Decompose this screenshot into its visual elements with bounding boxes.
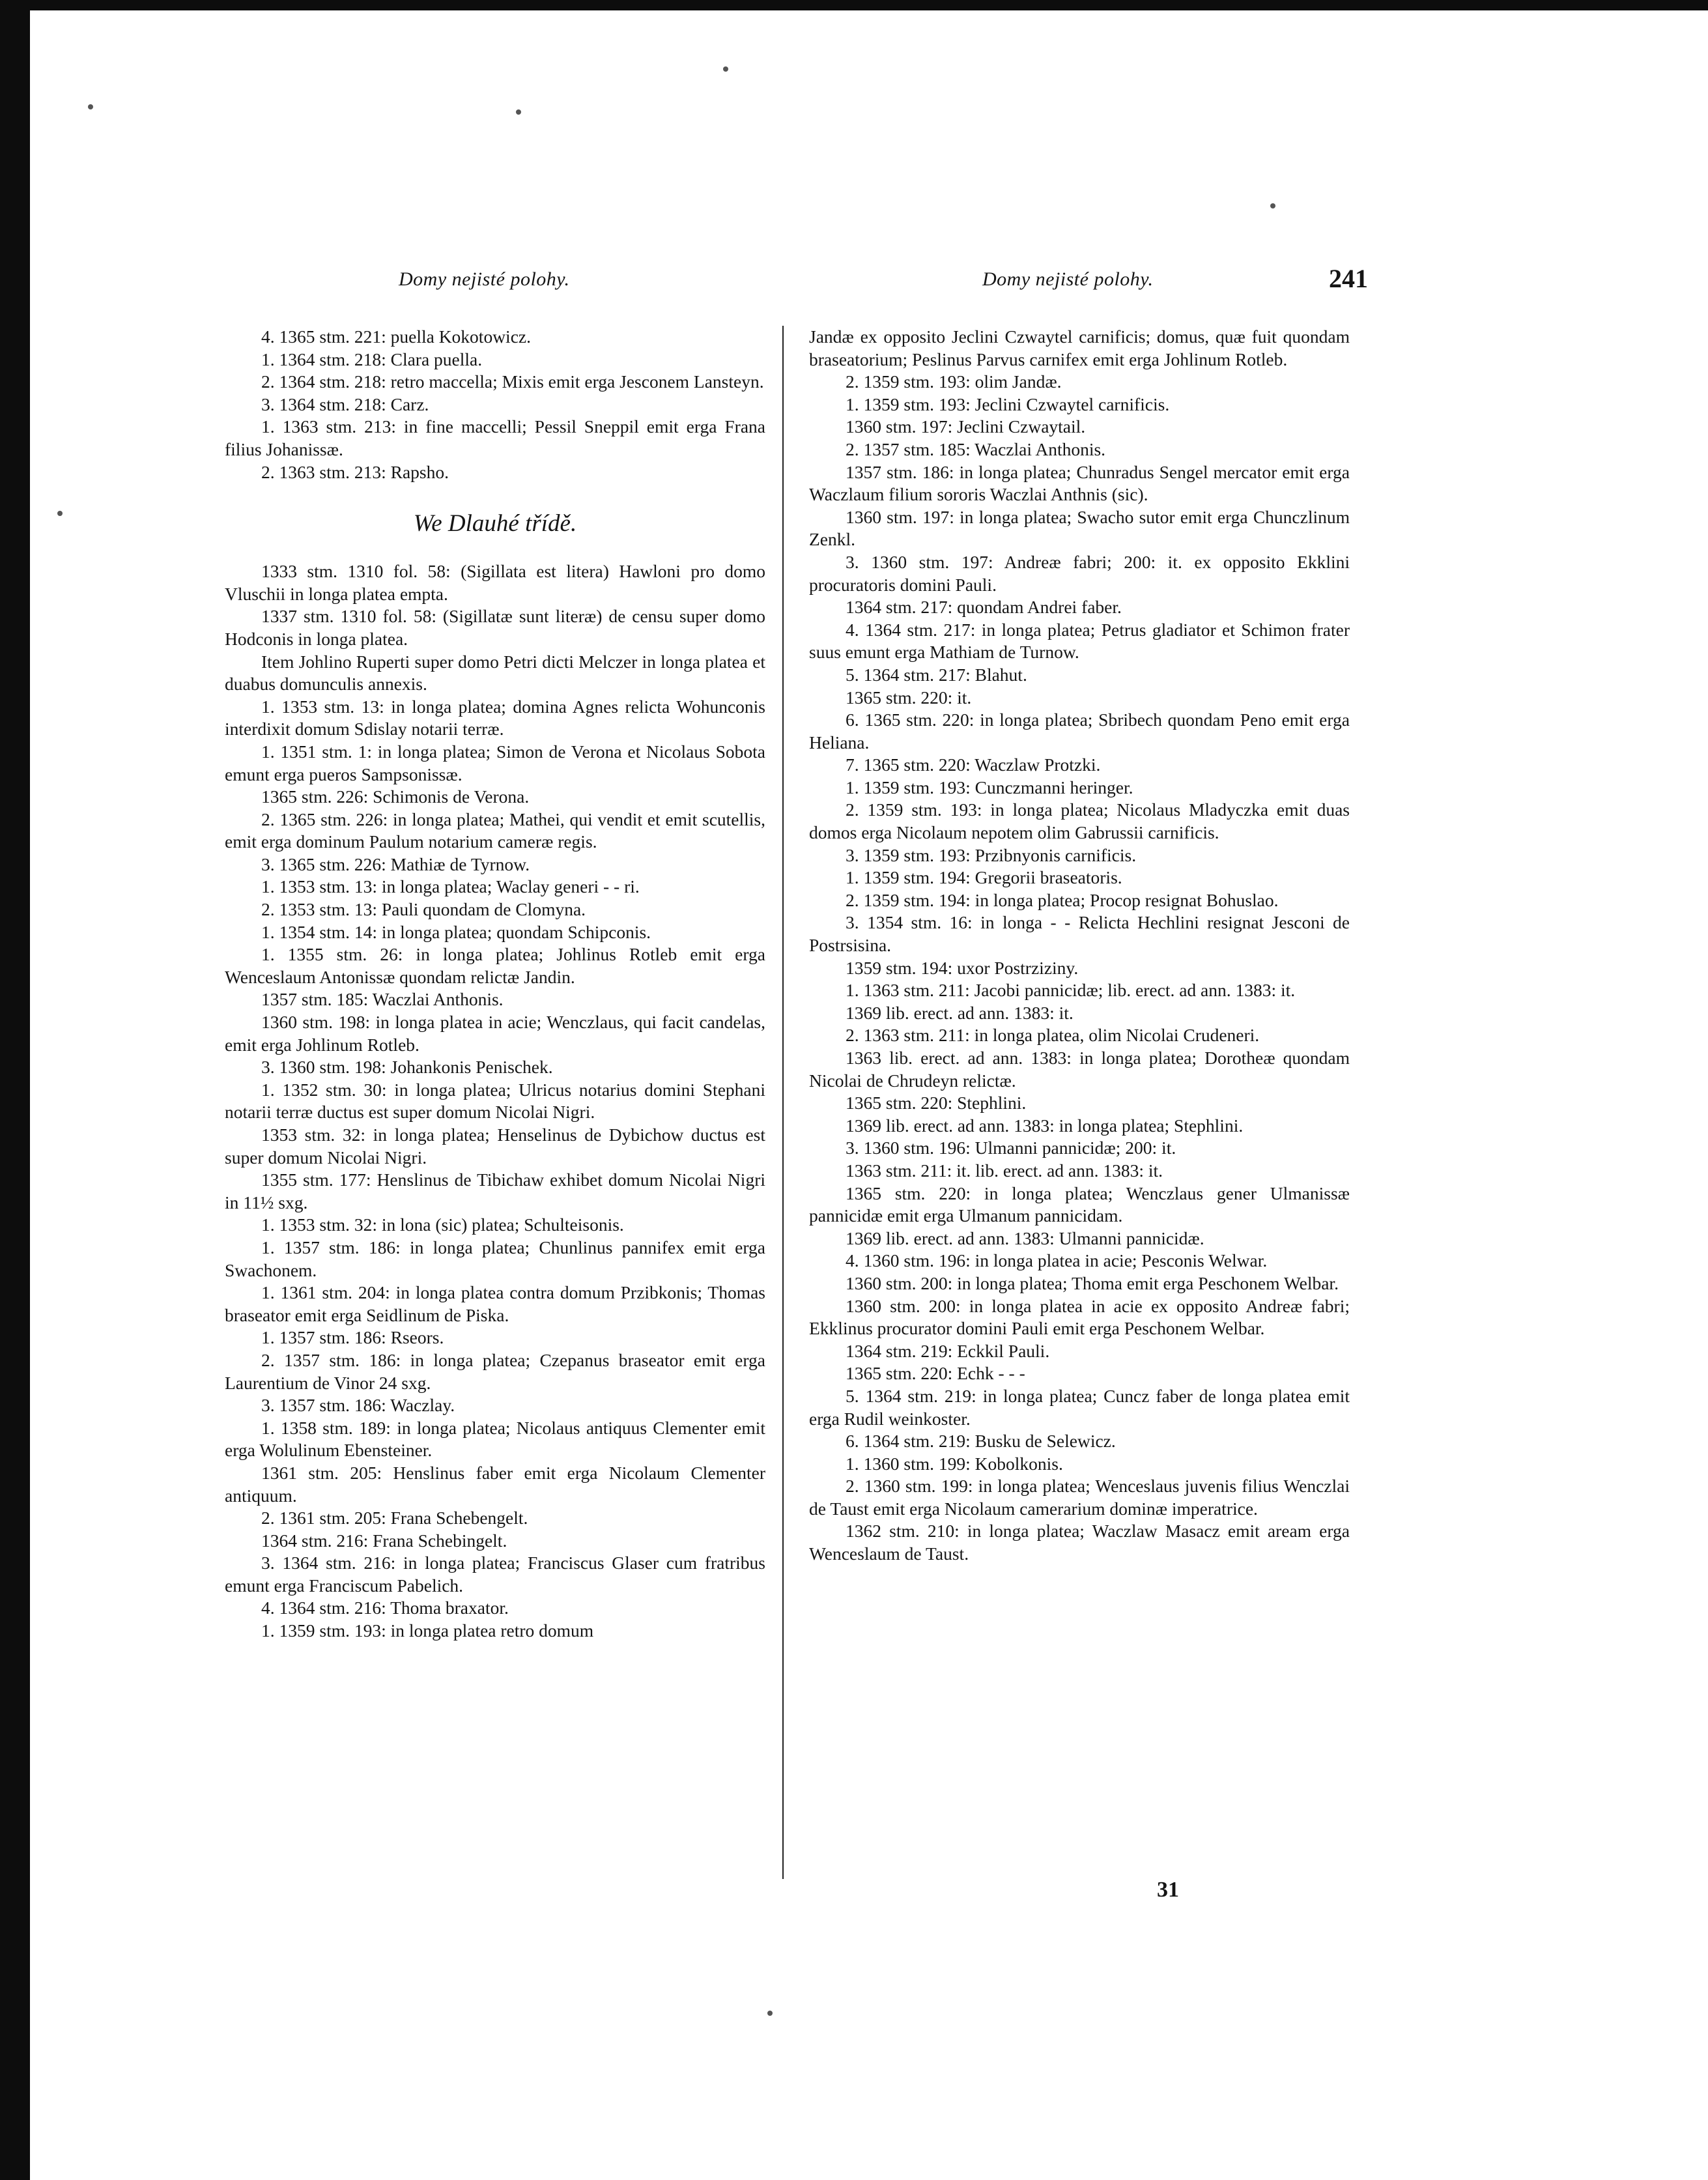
entry-paragraph: 3. 1360 stm. 198: Johankonis Penischek. [261, 1057, 553, 1078]
entry-paragraph: 3. 1354 stm. 16: in longa - - Relicta Hechlini resignat Jesconi de Postrsisina. [809, 912, 1350, 956]
entry-paragraph: 3. 1364 stm. 216: in longa platea; Franciscus Glaser cum fratribus emunt erga Franciscum Pabelich. [225, 1553, 765, 1596]
entry-paragraph-continued: Jandæ ex opposito Jeclini Czwaytel carnificis; domus, quæ fuit quondam braseatorium; Peslinus Parvus carnifex emit erga Johlinum Rotleb. [809, 326, 1350, 369]
entry-paragraph: 2. 1359 stm. 193: in longa platea; Nicolaus Mladyczka emit duas domos erga Nicolaum nepotem olim Gabrussii carnificis. [809, 799, 1350, 843]
entry-paragraph: 1333 stm. 1310 fol. 58: (Sigillata est litera) Hawloni pro domo Vluschii in longa platea empta. [225, 561, 765, 604]
entry-paragraph: 1360 stm. 200: in longa platea in acie ex opposito Andreæ fabri; Ekklinus procurator domini Pauli emit erga Peschonem Welbar. [809, 1295, 1350, 1339]
entry-paragraph: 2. 1357 stm. 185: Waczlai Anthonis. [846, 438, 1106, 459]
entry-paragraph: 3. 1359 stm. 193: Przibnyonis carnificis. [846, 844, 1137, 865]
signature-mark: 31 [1157, 1878, 1179, 1902]
entry-paragraph: 6. 1364 stm. 219: Busku de Selewicz. [846, 1431, 1116, 1452]
entry-paragraph: 2. 1359 stm. 194: in longa platea; Procop resignat Bohuslao. [846, 889, 1279, 910]
entry-paragraph: 1. 1357 stm. 186: in longa platea; Chunlinus pannifex emit erga Swachonem. [225, 1237, 765, 1280]
entry-paragraph: 2. 1363 stm. 213: Rapsho. [261, 461, 449, 482]
entry-paragraph: 4. 1365 stm. 221: puella Kokotowicz. [261, 326, 531, 347]
entry-paragraph: 1. 1363 stm. 213: in fine maccelli; Pessil Sneppil emit erga Frana filius Johanissæ. [225, 416, 765, 459]
entry-paragraph: 1364 stm. 219: Eckkil Pauli. [846, 1340, 1050, 1361]
entry-paragraph: 1. 1354 stm. 14: in longa platea; quondam Schipconis. [261, 921, 651, 942]
entry-paragraph: 1365 stm. 220: in longa platea; Wenczlaus gener Ulmanissæ pannicidæ emit erga Ulmanum pannicidam. [809, 1183, 1350, 1226]
scan-speck [516, 109, 521, 115]
scan-speck [57, 511, 63, 516]
entry-paragraph: 1364 stm. 217: quondam Andrei faber. [846, 597, 1122, 618]
entry-paragraph: 1365 stm. 220: it. [846, 687, 972, 708]
entry-paragraph: 1369 lib. erect. ad ann. 1383: Ulmanni pannicidæ. [846, 1227, 1204, 1248]
entry-paragraph: 1. 1361 stm. 204: in longa platea contra domum Przibkonis; Thomas braseator emit erga Seidlinum de Piska. [225, 1282, 765, 1325]
entry-paragraph: 1357 stm. 185: Waczlai Anthonis. [261, 989, 504, 1010]
entry-paragraph: Item Johlino Ruperti super domo Petri dicti Melczer in longa platea et duabus domunculis annexis. [225, 651, 765, 695]
entry-paragraph: 1355 stm. 177: Henslinus de Tibichaw exhibet domum Nicolai Nigri in 11½ sxg. [225, 1169, 765, 1212]
entry-paragraph: 1360 stm. 197: Jeclini Czwaytail. [846, 416, 1086, 437]
entry-paragraph: 6. 1365 stm. 220: in longa platea; Sbribech quondam Peno emit erga Heliana. [809, 710, 1350, 753]
entry-paragraph: 2. 1357 stm. 186: in longa platea; Czepanus braseator emit erga Laurentium de Vinor 24 sxg. [225, 1349, 765, 1393]
entry-paragraph: 2. 1361 stm. 205: Frana Schebengelt. [261, 1508, 528, 1528]
entry-paragraph: 3. 1365 stm. 226: Mathiæ de Tyrnow. [261, 853, 530, 874]
column-divider [782, 326, 784, 1879]
scan-speck [723, 66, 728, 72]
entry-paragraph: 1337 stm. 1310 fol. 58: (Sigillatæ sunt literæ) de censu super domo Hodconis in longa platea. [225, 606, 765, 649]
entry-paragraph: 2. 1365 stm. 226: in longa platea; Mathei, qui vendit et emit scutellis, emit erga dominum Paulum notarium cameræ regis. [225, 809, 765, 852]
scan-edge-top [0, 0, 1708, 10]
page-number: 241 [1329, 264, 1368, 293]
entry-paragraph: 5. 1364 stm. 219: in longa platea; Cuncz faber de longa platea emit erga Rudil weinkoster. [809, 1385, 1350, 1429]
entry-paragraph: 5. 1364 stm. 217: Blahut. [846, 664, 1027, 685]
entry-paragraph: 1. 1359 stm. 193: in longa platea retro domum [261, 1620, 594, 1641]
entry-paragraph: 1364 stm. 216: Frana Schebingelt. [261, 1530, 507, 1551]
entry-paragraph: 1369 lib. erect. ad ann. 1383: in longa platea; Stephlini. [846, 1115, 1244, 1136]
entry-paragraph: 1. 1359 stm. 193: Jeclini Czwaytel carnificis. [846, 394, 1170, 414]
entry-paragraph: 1353 stm. 32: in longa platea; Henselinus de Dybichow ductus est super domum Nicolai Nigri. [225, 1125, 765, 1168]
entry-paragraph: 1369 lib. erect. ad ann. 1383: it. [846, 1002, 1074, 1023]
entry-paragraph: 1363 lib. erect. ad ann. 1383: in longa platea; Dorotheæ quondam Nicolai de Chrudeyn relictæ. [809, 1048, 1350, 1091]
entry-paragraph: 1357 stm. 186: in longa platea; Chunradus Sengel mercator emit erga Waczlaum filium sororis Waczlai Anthnis (sic). [809, 461, 1350, 505]
entry-paragraph: 1360 stm. 200: in longa platea; Thoma emit erga Peschonem Welbar. [846, 1272, 1339, 1293]
entry-paragraph: 1. 1353 stm. 32: in lona (sic) platea; Schulteisonis. [261, 1214, 624, 1235]
entry-paragraph: 1363 stm. 211: it. lib. erect. ad ann. 1383: it. [846, 1160, 1163, 1181]
entry-paragraph: 1359 stm. 194: uxor Postrziziny. [846, 957, 1079, 978]
running-header-right: Domy nejisté polohy. [982, 268, 1154, 290]
entry-paragraph: 1365 stm. 226: Schimonis de Verona. [261, 786, 530, 807]
entry-paragraph: 2. 1359 stm. 193: olim Jandæ. [846, 371, 1062, 392]
entry-paragraph: 1. 1353 stm. 13: in longa platea; Waclay generi - - ri. [261, 876, 640, 897]
entry-paragraph: 2. 1353 stm. 13: Pauli quondam de Clomyna. [261, 899, 586, 920]
entry-paragraph: 1365 stm. 220: Stephlini. [846, 1093, 1027, 1113]
entry-paragraph: 1360 stm. 198: in longa platea in acie; Wenczlaus, qui facit candelas, emit erga Johlinum Rotleb. [225, 1012, 765, 1055]
entry-paragraph: 1. 1358 stm. 189: in longa platea; Nicolaus antiquus Clementer emit erga Wolulinum Ebensteiner. [225, 1417, 765, 1461]
running-header-left: Domy nejisté polohy. [399, 268, 570, 290]
entry-paragraph: 1360 stm. 197: in longa platea; Swacho sutor emit erga Chunczlinum Zenkl. [809, 506, 1350, 550]
scan-speck [1270, 203, 1275, 208]
entry-paragraph: 1361 stm. 205: Henslinus faber emit erga Nicolaum Clementer antiquum. [225, 1462, 765, 1506]
entry-paragraph: 1. 1360 stm. 199: Kobolkonis. [846, 1453, 1063, 1474]
entry-paragraph: 2. 1364 stm. 218: retro maccella; Mixis emit erga Jesconem Lansteyn. [261, 371, 764, 392]
entry-paragraph: 3. 1357 stm. 186: Waczlay. [261, 1395, 455, 1416]
entry-paragraph: 2. 1363 stm. 211: in longa platea, olim Nicolai Crudeneri. [846, 1025, 1260, 1046]
entry-paragraph: 1365 stm. 220: Echk - - - [846, 1363, 1025, 1384]
scan-edge-left [0, 0, 30, 2180]
scan-speck [767, 2011, 773, 2016]
entry-paragraph: 1. 1359 stm. 193: Cunczmanni heringer. [846, 777, 1133, 797]
entry-paragraph: 3. 1360 stm. 197: Andreæ fabri; 200: it. ex opposito Ekklini procuratoris domini Pauli. [809, 551, 1350, 595]
entry-paragraph: 3. 1360 stm. 196: Ulmanni pannicidæ; 200: it. [846, 1138, 1176, 1158]
entry-paragraph: 4. 1360 stm. 196: in longa platea in acie; Pesconis Welwar. [846, 1250, 1268, 1271]
entry-paragraph: 1. 1357 stm. 186: Rseors. [261, 1327, 444, 1348]
entry-paragraph: 7. 1365 stm. 220: Waczlaw Protzki. [846, 754, 1101, 775]
entry-paragraph: 1. 1359 stm. 194: Gregorii braseatoris. [846, 867, 1122, 888]
entry-paragraph: 1. 1364 stm. 218: Clara puella. [261, 349, 483, 369]
entry-paragraph: 1. 1351 stm. 1: in longa platea; Simon de Verona et Nicolaus Sobota emunt erga pueros Sampsonissæ. [225, 741, 765, 784]
entry-paragraph: 3. 1364 stm. 218: Carz. [261, 394, 429, 414]
scan-speck [88, 104, 93, 109]
entry-paragraph: 1. 1353 stm. 13: in longa platea; domina Agnes relicta Wohunconis interdixit domum Sdislay notarii terræ. [225, 696, 765, 739]
entry-paragraph: 2. 1360 stm. 199: in longa platea; Wenceslaus juvenis filius Wenczlai de Taust emit erga Nicolaum camerarium dominæ imperatrice. [809, 1476, 1350, 1519]
entry-paragraph: 1. 1352 stm. 30: in longa platea; Ulricus notarius domini Stephani notarii terræ ductus est super domum Nicolai Nigri. [225, 1079, 765, 1123]
section-heading: We Dlauhé třídě. [413, 510, 577, 538]
entry-paragraph: 1362 stm. 210: in longa platea; Waczlaw Masacz emit aream erga Wenceslaum de Taust. [809, 1521, 1350, 1564]
entry-paragraph: 1. 1363 stm. 211: Jacobi pannicidæ; lib. erect. ad ann. 1383: it. [846, 980, 1296, 1001]
right-column [809, 326, 1350, 1566]
left-column [225, 326, 765, 1642]
entry-paragraph: 4. 1364 stm. 217: in longa platea; Petrus gladiator et Schimon frater suus emunt erga Mathiam de Turnow. [809, 619, 1350, 663]
entry-paragraph: 1. 1355 stm. 26: in longa platea; Johlinus Rotleb emit erga Wenceslaum Antonissæ quondam relictæ Jandin. [225, 944, 765, 987]
entry-paragraph: 4. 1364 stm. 216: Thoma braxator. [261, 1598, 509, 1618]
